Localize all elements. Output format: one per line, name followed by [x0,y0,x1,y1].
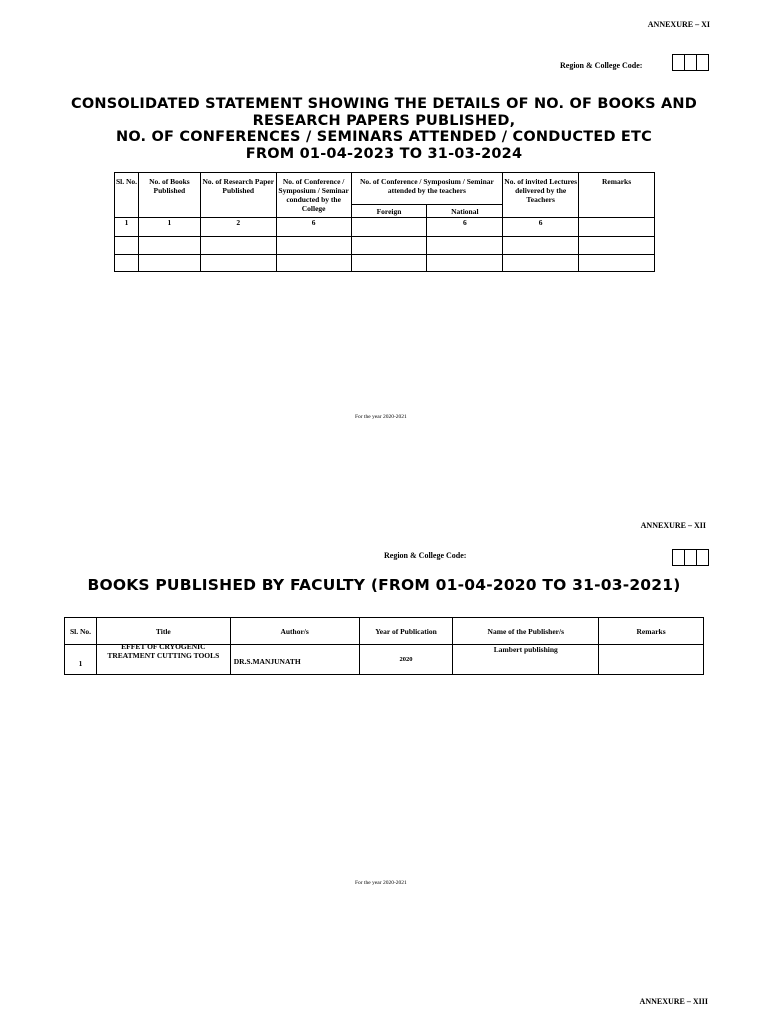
region-college-code-boxes[interactable] [672,549,709,566]
cell-title [96,642,230,675]
cell-publisher: Lambert publishing [453,645,599,675]
title-line-1: CONSOLIDATED STATEMENT SHOWING THE DETAILS OF NO. OF BOOKS AND [71,96,697,112]
table-row [115,255,655,272]
title-line-3: NO. OF CONFERENCES / SEMINARS ATTENDED / CONDUCTED ETC [116,129,652,145]
title-line-2: RESEARCH PAPERS PUBLISHED, [252,112,516,129]
cell-research: 2 [200,218,276,237]
header-sl-no: Sl. No. [115,173,139,218]
cell-title-line-1: EFFET OF CRYOGENIC [121,642,206,651]
consolidated-statement-table [114,172,655,272]
cell-year: 2020 [359,645,453,675]
cell-author: DR.S.MANJUNATH [230,645,359,675]
cell-national: 6 [427,218,503,237]
cell-sl-no: 1 [115,218,139,237]
table-row [65,645,704,675]
header-national: National [427,205,503,218]
header-authors: Author/s [230,618,359,645]
cell-remarks [599,645,704,675]
header-remarks: Remarks [599,618,704,645]
consolidated-statement-title [20,96,748,162]
title-line-4: FROM 01-04-2023 TO 31-03-2024 [245,145,523,162]
cell-sl-no: 1 [65,645,97,675]
header-foreign: Foreign [351,205,427,218]
header-title: Title [96,618,230,645]
header-remarks: Remarks [579,173,655,218]
region-college-code-label: Region & College Code: [560,61,643,70]
region-college-code-boxes[interactable] [672,54,709,71]
header-conferences-conducted: No. of Conference / Symposium / Seminar conducted by the College [276,173,351,218]
books-published-table [64,617,704,675]
header-books-published: No. of Books Published [138,173,200,218]
cell-books: 1 [138,218,200,237]
cell-lectures: 6 [503,218,579,237]
cell-foreign [351,218,427,237]
footer-year-note: For the year 2020-2021 [355,880,407,886]
region-college-code-label: Region & College Code: [384,551,467,560]
books-published-title: BOOKS PUBLISHED BY FACULTY (FROM 01-04-2020 TO 31-03-2021) [87,576,681,594]
table-row [115,218,655,237]
cell-remarks [579,218,655,237]
annexure-xii-label: ANNEXURE – XII [640,521,706,530]
header-conferences-attended: No. of Conference / Symposium / Seminar attended by the teachers [351,173,503,205]
annexure-xiii-label: ANNEXURE – XIII [639,997,708,1006]
header-year: Year of Publication [359,618,453,645]
footer-year-note: For the year 2020-2021 [355,414,407,420]
header-research-papers: No. of Research Paper Published [200,173,276,218]
header-publisher: Name of the Publisher/s [453,618,599,645]
table-row [115,237,655,255]
header-invited-lectures: No. of invited Lectures delivered by the Teachers [503,173,579,218]
cell-conducted: 6 [276,218,351,237]
annexure-xi-label: ANNEXURE – XI [647,20,710,29]
cell-title-line-2: TREATMENT CUTTING TOOLS [107,650,220,660]
header-sl-no: Sl. No. [65,618,97,645]
